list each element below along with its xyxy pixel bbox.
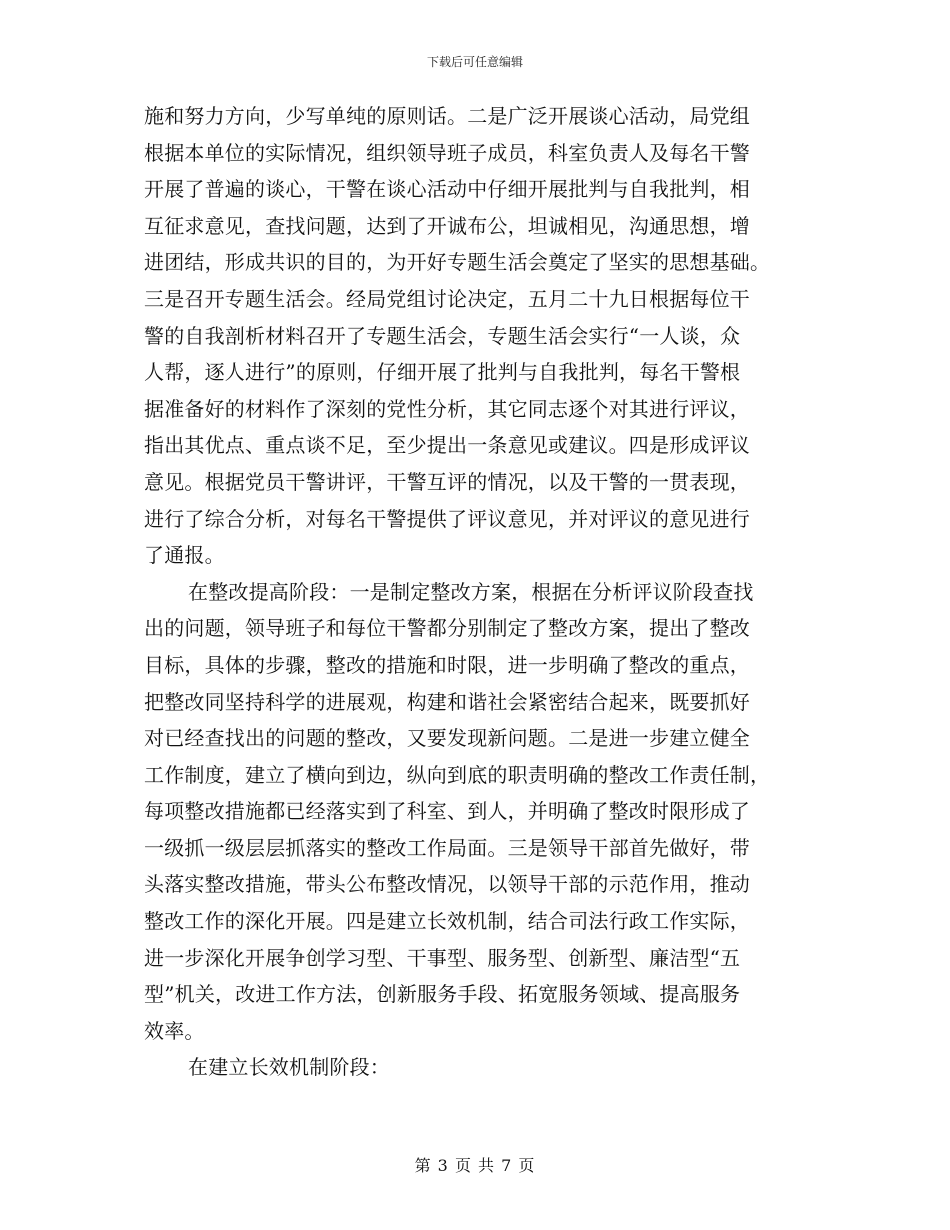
page-number: 第 3 页 共 7 页 [414,1156,536,1175]
body-line: 目标，具体的步骤，整改的措施和时限，进一步明确了整改的重点， [144,652,750,677]
body-line: 据准备好的材料作了深刻的党性分析，其它同志逐个对其进行评议， [144,396,750,421]
body-line: 出的问题，领导班子和每位干警都分别制定了整改方案，提出了整改 [144,616,750,641]
document-body [144,98,804,1086]
page-header: 下载后可任意编辑 [426,55,523,69]
body-line: 效率。 [144,1018,205,1043]
body-line: 意见。根据党员干警讲评，干警互评的情况，以及干警的一贯表现， [144,469,750,494]
body-line: 指出其优点、重点谈不足，至少提出一条意见或建议。四是形成评议 [144,433,750,458]
body-line: 了通报。 [144,543,225,568]
paragraph-start-line: 在建立长效机制阶段： [188,1055,390,1080]
body-line: 头落实整改措施，带头公布整改情况，以领导干部的示范作用，推动 [144,872,750,897]
body-line: 整改工作的深化开展。四是建立长效机制，结合司法行政工作实际， [144,909,750,934]
paragraph-start-line: 在整改提高阶段：一是制定整改方案，根据在分析评议阶段查找 [188,579,754,604]
body-line: 进一步深化开展争创学习型、干事型、服务型、创新型、廉洁型“五 [144,945,741,970]
body-line: 一级抓一级层层抓落实的整改工作局面。三是领导干部首先做好，带 [144,835,750,860]
body-line: 互征求意见，查找问题，达到了开诚布公，坦诚相见，沟通思想，增 [144,213,750,238]
body-line: 根据本单位的实际情况，组织领导班子成员，科室负责人及每名干警 [144,140,750,165]
body-line: 开展了普遍的谈心，干警在谈心活动中仔细开展批判与自我批判，相 [144,177,750,202]
body-line: 工作制度，建立了横向到边，纵向到底的职责明确的整改工作责任制， [144,762,771,787]
body-line: 施和努力方向，少写单纯的原则话。二是广泛开展谈心活动，局党组 [144,104,750,128]
body-line: 进行了综合分析，对每名干警提供了评议意见，并对评议的意见进行 [144,506,750,531]
body-line: 三是召开专题生活会。经局党组讨论决定，五月二十九日根据每位干 [144,286,750,311]
body-line: 人帮，逐人进行”的原则，仔细开展了批判与自我批判，每名干警根 [144,360,741,385]
body-line: 进团结，形成共识的目的，为开好专题生活会奠定了坚实的思想基础。 [144,250,771,275]
body-line: 型”机关，改进工作方法，创新服务手段、拓宽服务领域、提高服务 [144,982,741,1007]
body-line: 对已经查找出的问题的整改，又要发现新问题。二是进一步建立健全 [144,726,750,751]
body-line: 把整改同坚持科学的进展观，构建和谐社会紧密结合起来，既要抓好 [144,689,750,714]
body-line: 每项整改措施都已经落实到了科室、到人，并明确了整改时限形成了 [144,799,750,824]
body-line: 警的自我剖析材料召开了专题生活会，专题生活会实行“一人谈，众 [144,323,741,348]
